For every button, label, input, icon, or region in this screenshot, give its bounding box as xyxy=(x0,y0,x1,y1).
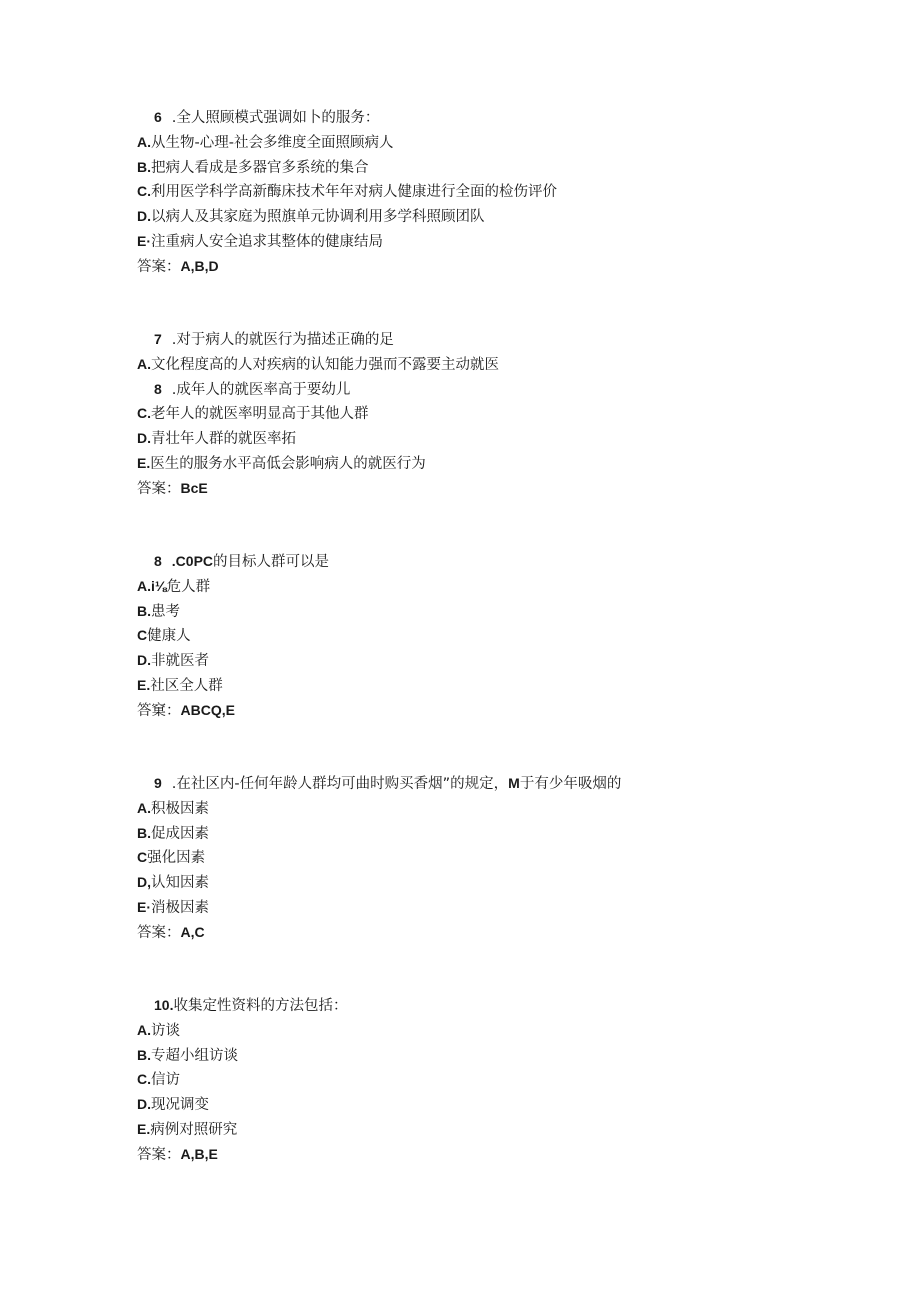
option-c xyxy=(137,845,837,870)
option-text: .成年人的就医率高于要幼儿 xyxy=(171,381,351,398)
option-letter: C. xyxy=(137,183,151,200)
option-letter: B. xyxy=(137,824,151,841)
option-letter: C. xyxy=(137,405,151,422)
option-e xyxy=(137,673,837,698)
option-a xyxy=(137,574,837,599)
option-letter: E. xyxy=(137,676,151,693)
option-b xyxy=(137,377,837,402)
option-letter: A.i⅛ xyxy=(137,577,167,594)
option-d xyxy=(137,648,837,673)
option-text: 以病人及其家庭为照旗单元协调利用多学科照顾团队 xyxy=(151,209,485,226)
question-text: 收集定性资料的方法包括： xyxy=(173,998,348,1014)
question-text-bold: M xyxy=(508,775,520,791)
option-letter: B. xyxy=(137,1046,151,1063)
option-letter: E· xyxy=(137,232,151,249)
question-acronym: .C0PC xyxy=(171,553,214,569)
question-9 xyxy=(137,771,837,945)
option-e xyxy=(137,895,837,920)
answer-label: 答窠： xyxy=(137,702,181,719)
option-text: 老年人的就医率明显高于其他人群 xyxy=(151,406,369,423)
question-text: .全人照顾模式强调如卜的服务： xyxy=(171,110,380,126)
option-letter: A. xyxy=(137,355,151,372)
option-letter: A. xyxy=(137,133,151,150)
question-7 xyxy=(137,327,837,501)
option-b xyxy=(137,821,837,846)
answer-label: 答案： xyxy=(137,1146,181,1163)
option-letter: C xyxy=(137,849,148,866)
answer-line xyxy=(137,920,837,945)
option-c xyxy=(137,1067,837,1092)
answer-value: ABCQ,E xyxy=(180,701,235,718)
option-b xyxy=(137,155,837,180)
option-text: 非就医者 xyxy=(151,653,209,670)
question-stem xyxy=(137,105,837,130)
question-stem xyxy=(137,327,837,352)
option-letter: E· xyxy=(137,898,151,915)
option-letter: B. xyxy=(137,602,151,619)
option-c xyxy=(137,623,837,648)
option-letter: D. xyxy=(137,208,151,225)
answer-line xyxy=(137,476,837,501)
option-letter: D, xyxy=(137,874,151,891)
answer-line xyxy=(137,698,837,723)
option-letter: C xyxy=(137,627,148,644)
question-text-tail: 于有少年吸烟的 xyxy=(519,776,622,792)
answer-value: A,B,E xyxy=(180,1145,218,1162)
answer-label: 答案： xyxy=(137,258,181,275)
option-text: 注重病人安全追求其整体的健康结局 xyxy=(151,233,383,250)
answer-value: A,C xyxy=(180,923,205,940)
question-number: 8 xyxy=(154,553,162,569)
option-letter: A. xyxy=(137,1021,151,1038)
option-letter: 8 xyxy=(154,380,162,397)
option-letter: C. xyxy=(137,1071,151,1088)
question-text: .在社区内-任何年龄人群均可曲时购买香烟”的规定， xyxy=(171,776,509,792)
option-text: 社区全人群 xyxy=(150,677,223,694)
question-text: .对于病人的就医行为描述正确的足 xyxy=(171,332,394,348)
option-text: 专超小组访谈 xyxy=(151,1047,238,1064)
option-text: 促成因素 xyxy=(151,825,209,842)
question-number: 9 xyxy=(154,775,162,791)
question-text: 的目标人群可以是 xyxy=(213,554,330,570)
option-text: 病例对照研究 xyxy=(150,1121,238,1138)
option-a xyxy=(137,1018,837,1043)
option-c xyxy=(137,179,837,204)
option-text: 把病人看成是多器官多系统的集合 xyxy=(151,159,369,176)
question-8 xyxy=(137,549,837,723)
answer-label: 答案： xyxy=(137,480,181,497)
option-a xyxy=(137,352,837,377)
option-d xyxy=(137,870,837,895)
option-text: 认知因素 xyxy=(151,875,209,892)
answer-value: BcE xyxy=(180,479,208,496)
option-text: 信访 xyxy=(151,1072,180,1089)
question-number: 10. xyxy=(154,997,174,1013)
question-stem xyxy=(137,549,837,574)
option-text: 消极因素 xyxy=(151,899,209,916)
option-text: 患考 xyxy=(151,603,180,620)
option-text: 访谈 xyxy=(151,1022,180,1039)
option-e xyxy=(137,1117,837,1142)
option-text: 积极因素 xyxy=(151,800,209,817)
answer-line xyxy=(137,254,837,279)
answer-label: 答案： xyxy=(137,924,181,941)
option-letter: E. xyxy=(137,1120,151,1137)
option-e xyxy=(137,451,837,476)
option-text: 现况调变 xyxy=(151,1097,209,1114)
option-a xyxy=(137,796,837,821)
option-b xyxy=(137,599,837,624)
option-letter: A. xyxy=(137,799,151,816)
option-text: 健康人 xyxy=(147,628,191,645)
question-6 xyxy=(137,105,837,279)
option-d xyxy=(137,204,837,229)
question-number: 7 xyxy=(154,331,162,347)
answer-value: A,B,D xyxy=(180,257,219,274)
option-a xyxy=(137,130,837,155)
question-number: 6 xyxy=(154,109,162,125)
option-b xyxy=(137,1043,837,1068)
question-stem xyxy=(137,771,837,796)
option-text: 利用医学科学高新酶床技术年年对病人健康进行全面的检伤评价 xyxy=(151,184,557,201)
option-text: 强化因素 xyxy=(147,850,206,867)
option-text: 青壮年人群的就医率拓 xyxy=(151,431,296,448)
option-text: 医生的服务水平高低会影响病人的就医行为 xyxy=(150,455,426,472)
option-text: 危人群 xyxy=(166,578,211,595)
option-letter: E. xyxy=(137,454,151,471)
option-d xyxy=(137,426,837,451)
option-text: 文化程度高的人对疾病的认知能力强而不露要主动就医 xyxy=(151,356,499,373)
question-10 xyxy=(137,993,837,1167)
option-letter: D. xyxy=(137,1096,151,1113)
option-d xyxy=(137,1092,837,1117)
option-letter: D. xyxy=(137,430,151,447)
question-stem xyxy=(137,993,837,1018)
option-c xyxy=(137,401,837,426)
option-letter: B. xyxy=(137,158,151,175)
answer-line xyxy=(137,1142,837,1167)
option-e xyxy=(137,229,837,254)
option-text: 从生物-心理-社会多维度全面照顾病人 xyxy=(151,134,394,151)
option-letter: D. xyxy=(137,652,151,669)
